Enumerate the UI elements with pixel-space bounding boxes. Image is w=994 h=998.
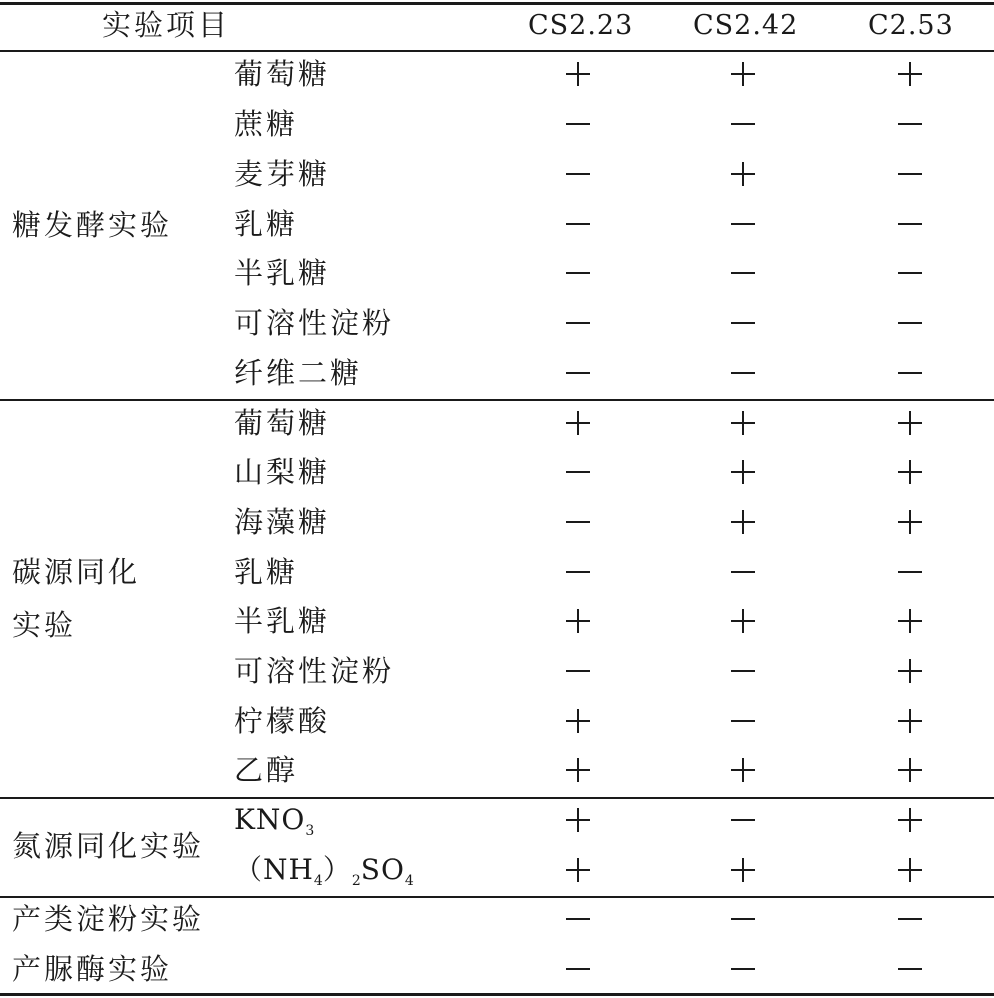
substance: 半乳糖 [234, 604, 331, 638]
substance: 海藻糖 [234, 505, 331, 539]
minus-mark [731, 112, 755, 136]
minus-mark [566, 510, 590, 534]
formula-part: SO [360, 853, 405, 886]
plus-mark [731, 609, 755, 633]
minus-mark [731, 311, 755, 335]
bottom-rule [0, 993, 994, 996]
plus-mark [898, 460, 922, 484]
plus-mark [898, 858, 922, 882]
minus-mark [731, 261, 755, 285]
minus-mark [731, 709, 755, 733]
minus-mark [566, 907, 590, 931]
plus-mark [731, 758, 755, 782]
minus-mark [566, 460, 590, 484]
formula-part: （NH [234, 853, 314, 886]
plus-mark [731, 62, 755, 86]
minus-mark [566, 957, 590, 981]
plus-mark [566, 808, 590, 832]
group-rule [0, 797, 994, 799]
header-item: 实验项目 [102, 8, 231, 42]
top-rule [0, 2, 994, 5]
plus-mark [566, 411, 590, 435]
minus-mark [566, 112, 590, 136]
minus-mark [731, 957, 755, 981]
substance-formula [234, 803, 315, 839]
header-strain: CS2.42 [693, 10, 799, 41]
formula-subscript: 2 [351, 873, 361, 889]
substance: 纤维二糖 [234, 356, 363, 390]
plus-mark [731, 411, 755, 435]
substance: 蔗糖 [234, 107, 299, 141]
formula-subscript: 4 [404, 873, 414, 889]
plus-mark [898, 758, 922, 782]
substance: 麦芽糖 [234, 157, 331, 191]
plus-mark [731, 510, 755, 534]
formula-part: ） [322, 853, 352, 886]
row-name: 产类淀粉实验 [12, 902, 205, 936]
row-name: 产脲酶实验 [12, 952, 173, 986]
plus-mark [898, 609, 922, 633]
header-strain: C2.53 [868, 10, 954, 41]
substance: 半乳糖 [234, 256, 331, 290]
minus-mark [898, 112, 922, 136]
substance: 葡萄糖 [234, 57, 331, 91]
plus-mark [898, 62, 922, 86]
group-name: 碳源同化 [12, 555, 141, 589]
formula-main: KNO [234, 803, 306, 836]
plus-mark [898, 411, 922, 435]
minus-mark [898, 361, 922, 385]
plus-mark [731, 162, 755, 186]
minus-mark [898, 261, 922, 285]
plus-mark [731, 858, 755, 882]
plus-mark [566, 709, 590, 733]
minus-mark [566, 361, 590, 385]
header-rule [0, 50, 994, 52]
minus-mark [898, 560, 922, 584]
substance: 葡萄糖 [234, 406, 331, 440]
minus-mark [898, 957, 922, 981]
plus-mark [566, 62, 590, 86]
plus-mark [898, 709, 922, 733]
minus-mark [566, 659, 590, 683]
substance: 乳糖 [234, 555, 299, 589]
minus-mark [731, 907, 755, 931]
minus-mark [898, 162, 922, 186]
group-name: 糖发酵实验 [12, 208, 173, 242]
formula-subscript: 3 [305, 823, 315, 839]
group-name: 氮源同化实验 [12, 829, 205, 863]
substance: 可溶性淀粉 [234, 306, 395, 340]
group-name: 实验 [12, 608, 77, 642]
plus-mark [898, 510, 922, 534]
minus-mark [566, 560, 590, 584]
substance: 柠檬酸 [234, 704, 331, 738]
header-strain: CS2.23 [528, 10, 634, 41]
minus-mark [566, 212, 590, 236]
minus-mark [898, 212, 922, 236]
group-rule [0, 399, 994, 401]
group-rule [0, 896, 994, 898]
plus-mark [566, 858, 590, 882]
minus-mark [566, 311, 590, 335]
formula-subscript: 4 [313, 873, 323, 889]
plus-mark [898, 808, 922, 832]
substance: 乳糖 [234, 207, 299, 241]
minus-mark [566, 162, 590, 186]
minus-mark [731, 361, 755, 385]
minus-mark [731, 808, 755, 832]
substance: 山梨糖 [234, 455, 331, 489]
minus-mark [731, 212, 755, 236]
minus-mark [898, 907, 922, 931]
minus-mark [731, 659, 755, 683]
substance: 可溶性淀粉 [234, 654, 395, 688]
substance: 乙醇 [234, 753, 299, 787]
substance-formula [234, 853, 414, 889]
plus-mark [898, 659, 922, 683]
plus-mark [731, 460, 755, 484]
plus-mark [566, 758, 590, 782]
minus-mark [566, 261, 590, 285]
minus-mark [898, 311, 922, 335]
minus-mark [731, 560, 755, 584]
plus-mark [566, 609, 590, 633]
